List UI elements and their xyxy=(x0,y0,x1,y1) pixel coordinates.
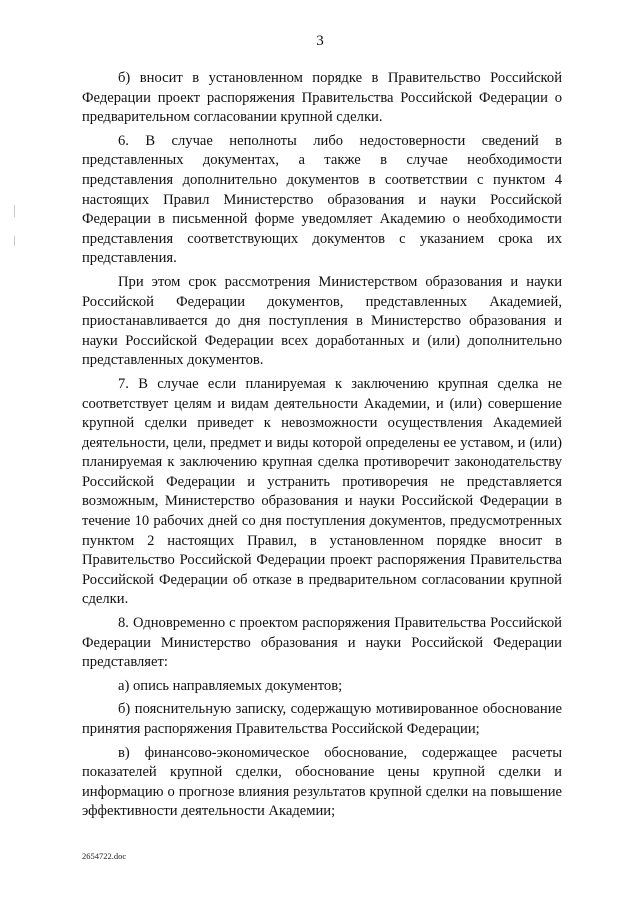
paragraph: 7. В случае если планируемая к заключению крупная сделка не соответствует целям и видам деятельности Академии, и (или) совершение крупной сделки приведет к невозможности осуществления Академией деятельности, цели, предмет и виды которой определены ее уставом, и (или) планируемая к заключению крупная сделка противоречит законодательству Российской Федерации и устранить противоречия не представляется возможным, Министерство образования и науки Российской Федерации в течение 10 рабочих дней со дня поступления документов, предусмотренных пунктом 2 настоящих Правил, в установленном порядке вносит в Правительство Российской Федерации проект распоряжения Правительства Российской Федерации об отказе в предварительном согласовании крупной сделки. xyxy=(82,375,562,608)
footer-filename: 2654722.doc xyxy=(82,851,127,861)
paragraph: При этом срок рассмотрения Министерством образования и науки Российской Федерации документов, представленных Академией, приостанавливается до дня поступления в Министерство образования и науки Российской Федерации всех доработанных и (или) дополнительно представленных документов. xyxy=(82,273,562,369)
paragraph: 8. Одновременно с проектом распоряжения Правительства Российской Федерации Министерство образования и науки Российской Федерации представляет: xyxy=(82,615,562,671)
paragraph: б) вносит в установленном порядке в Правительство Российской Федерации проект распоряжения Правительства Российской Федерации о предварительном согласовании крупной сделки. xyxy=(82,70,562,126)
list-item: б) пояснительную записку, содержащую мотивированное обоснование принятия распоряжения Правительства Российской Федерации; xyxy=(82,701,562,737)
margin-mark xyxy=(14,205,15,217)
paragraph: 6. В случае неполноты либо недостоверности сведений в представленных документах, а также в случае необходимости представления дополнительно документов в соответствии с пунктом 4 настоящих Правил Министерство образования и науки Российской Федерации в письменной форме уведомляет Академию о необходимости представления соответствующих документов с указанием срока их представления. xyxy=(82,132,562,267)
list-item: в) финансово-экономическое обоснование, содержащее расчеты показателей крупной сделки, обоснование цены крупной сделки и информацию о прогнозе влияния результатов крупной сделки на повышение эффективности деятельности Академии; xyxy=(82,744,562,820)
page-number: 3 xyxy=(316,33,324,49)
list-item: а) опись направляемых документов; xyxy=(118,677,343,694)
margin-mark xyxy=(14,236,15,246)
document-body xyxy=(82,69,562,822)
